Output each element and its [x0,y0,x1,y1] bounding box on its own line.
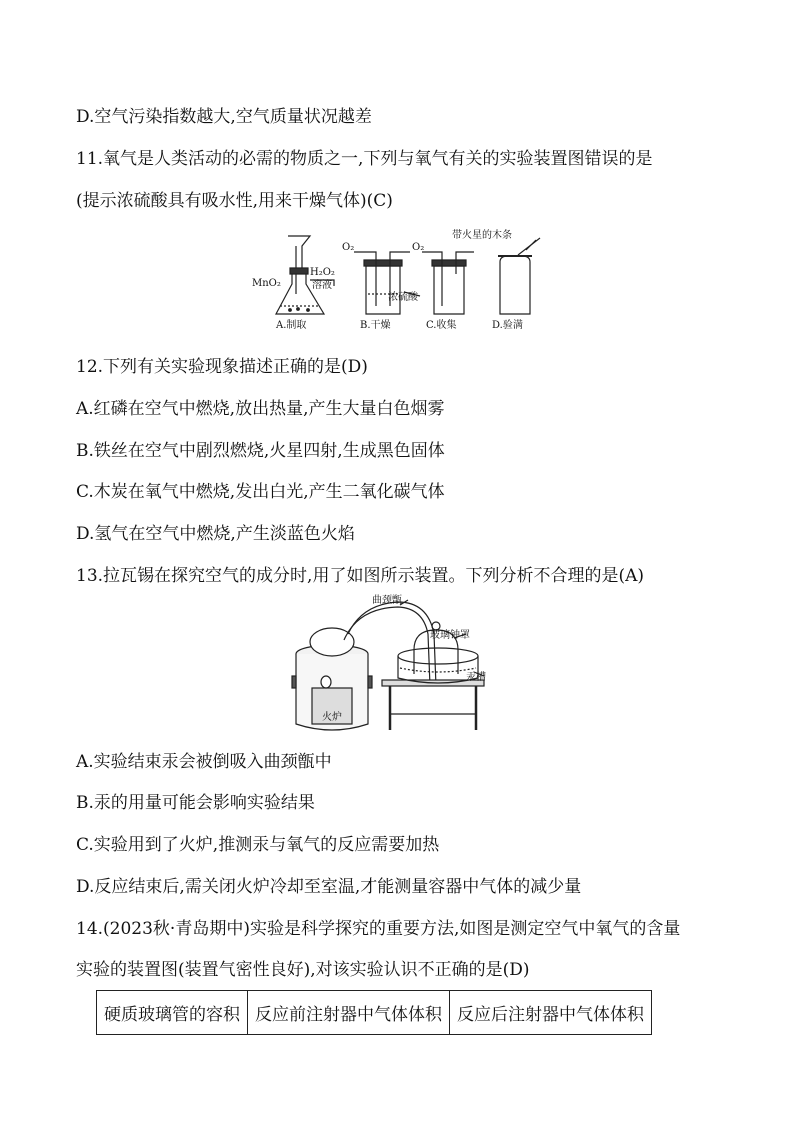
figure-q13-lavoisier-apparatus [288,594,508,734]
question-12-option-a: A.红磷在空气中燃烧,放出热量,产生大量白色烟雾 [76,399,445,419]
label-bell-jar: 玻璃钟罩 [430,630,470,641]
table-header-cell: 反应后注射器中气体体积 [450,991,652,1035]
question-12-option-d: D.氢气在空气中燃烧,产生淡蓝色火焰 [76,524,355,544]
question-14-stem-cont: 实验的装置图(装置气密性良好),对该实验认识不正确的是(D) [76,960,530,980]
table-header-cell: 反应前注射器中气体体积 [248,991,450,1035]
label-mercury-trough: 汞槽 [466,672,486,683]
question-11-hint: (提示浓硫酸具有吸水性,用来干燥气体)(C) [76,191,393,211]
label-furnace: 火炉 [322,712,342,723]
label-o2-c: O₂ [412,242,425,253]
question-13-option-a: A.实验结束汞会被倒吸入曲颈甑中 [76,752,332,772]
option-d-q10: D.空气污染指数越大,空气质量状况越差 [76,107,372,127]
question-14-stem: 14.(2023秋·青岛期中)实验是科学探究的重要方法,如图是测定空气中氧气的含量 [76,919,681,939]
label-splint: 带火星的木条 [452,230,512,241]
question-12-stem: 12.下列有关实验现象描述正确的是(D) [76,357,368,377]
question-13-option-b: B.汞的用量可能会影响实验结果 [76,793,315,813]
caption-d: D.验满 [492,320,523,331]
label-o2-b: O₂ [342,242,355,253]
question-13-stem: 13.拉瓦锡在探究空气的成分时,用了如图所示装置。下列分析不合理的是(A) [76,566,644,586]
figure-q11-apparatus [250,226,550,334]
funnel-shape [288,236,310,268]
label-sulfuric-acid: 浓硫酸 [388,292,418,303]
caption-b: B.干燥 [360,320,391,331]
question-12-option-b: B.铁丝在空气中剧烈燃烧,火星四射,生成黑色固体 [76,441,445,461]
label-mno2: MnO₂ [252,278,281,289]
question-13-option-d: D.反应结束后,需关闭火炉冷却至室温,才能测量容器中气体的减少量 [76,877,582,897]
caption-c: C.收集 [426,320,457,331]
label-h2o2: H₂O₂ [310,267,335,278]
table-header-row [97,991,652,1035]
question-11-stem: 11.氧气是人类活动的必需的物质之一,下列与氧气有关的实验装置图错误的是 [76,149,653,169]
data-table [96,990,652,1035]
table-header-cell: 硬质玻璃管的容积 [97,991,248,1035]
caption-a: A.制取 [276,320,307,331]
question-13-option-c: C.实验用到了火炉,推测汞与氧气的反应需要加热 [76,835,440,855]
label-solution: 溶液 [312,280,332,291]
question-12-option-c: C.木炭在氧气中燃烧,发出白光,产生二氧化碳气体 [76,482,445,502]
label-retort: 曲颈甑 [372,595,402,606]
